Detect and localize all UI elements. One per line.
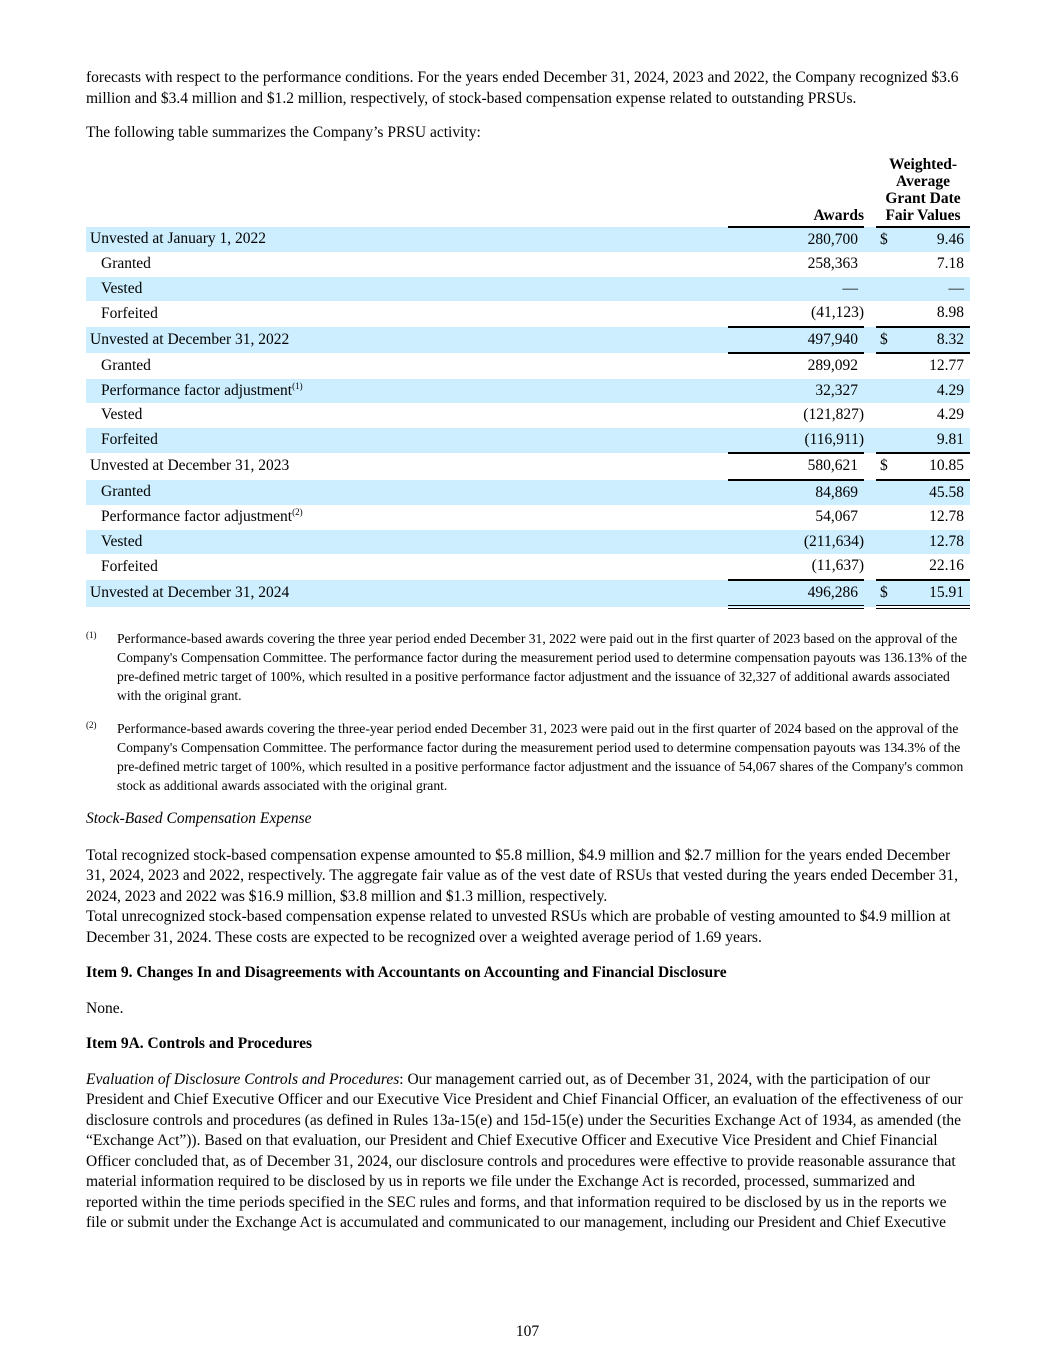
table-row-total: Unvested at December 31, 2024 496,286 $ 15.91 <box>86 580 970 608</box>
document-page <box>86 68 970 1234</box>
item9a-paragraph: Evaluation of Disclosure Controls and Procedures: Our management carried out, as of December 31, 2024, with the participation of our President and Chief Executive Officer and our Executive Vice President and Chief Financial Officer, an evaluation of the effectiveness of our disclosure controls and procedures (as defined in Rules 13a-15(e) and 15d-15(e) under the Securities Exchange Act of 1934, as amended (the “Exchange Act”)). Based on that evaluation, our President and Chief Executive Officer and Executive Vice President and Chief Financial Officer concluded that, as of December 31, 2024, our disclosure controls and procedures were effective to provide reasonable assurance that material information required to be disclosed by us in reports we file under the Exchange Act is recorded, processed, summarized and reported within the time periods specified in the SEC rules and forms, and that information required to be disclosed by us in the reports we file or submit under the Exchange Act is accumulated and communicated to our management, including our President and Chief Executive <box>86 1070 963 1231</box>
item9-body: None. <box>86 999 124 1017</box>
table-row: Vested — — <box>86 277 970 302</box>
table-caption: The following table summarizes the Company’s PRSU activity: <box>86 124 481 141</box>
sbc-paragraph-2: Total unrecognized stock-based compensation expense related to unvested RSUs which are probable of vesting amounted to $4.9 million at December 31, 2024. These costs are expected to be recognized over a weighted average period of 1.69 years. <box>86 908 951 946</box>
table-row: Unvested at December 31, 2023 580,621 $ 10.85 <box>86 453 970 480</box>
table-row: Granted 258,363 7.18 <box>101 255 964 272</box>
table-row: Unvested at January 1, 2022 280,700 $ 9.46 <box>86 227 970 253</box>
header-fair-values: Weighted- Average Grant Date Fair Values <box>876 156 970 227</box>
table-row: Performance factor adjustment$^{(1)}$ 32,327 4.29 <box>86 379 970 404</box>
item9-heading: Item 9. Changes In and Disagreements with Accountants on Accounting and Financial Disclosure <box>86 964 727 981</box>
table-row: Forfeited (41,123) 8.98 <box>101 304 964 322</box>
table-row: Granted 84,869 45.58 <box>86 480 970 506</box>
footnote-2: (2) Performance-based awards covering the three-year period ended December 31, 2023 were paid out in the first quarter of 2024 based on the approval of the Company's Compensation Committee. The performance factor during the measurement period used to determine compensation payouts was 134.3% of the pre-defined metric target of 100%, which resulted in a positive performance factor adjustment and the issuance of 54,067 shares of the Company's common stock as additional awards associated with the original grant. <box>86 720 964 793</box>
table-row: Forfeited (116,911) 9.81 <box>86 428 970 454</box>
table-header-row <box>86 156 970 227</box>
page-number: 107 <box>515 1323 540 1340</box>
sbc-section-title: Stock-Based Compensation Expense <box>86 810 312 827</box>
table-row: Forfeited (11,637) 22.16 <box>101 557 964 575</box>
footnote-ref: (1) <box>292 380 303 391</box>
item9a-lead: Evaluation of Disclosure Controls and Procedures <box>86 1070 400 1088</box>
item9a-heading: Item 9A. Controls and Procedures <box>86 1035 313 1052</box>
prsu-activity-table <box>86 156 970 610</box>
table-row: Vested (121,827) 4.29 <box>101 406 964 423</box>
footnote-1: (1) Performance-based awards covering the three year period ended December 31, 2022 were paid out in the first quarter of 2023 based on the approval of the Company's Compensation Committee. The performance factor during the measurement period used to determine compensation payouts was 136.13% of the pre-defined metric target of 100%, which resulted in a positive performance factor adjustment and the issuance of 32,327 of additional awards associated with the original grant. <box>86 630 968 703</box>
intro-paragraph: forecasts with respect to the performance conditions. For the years ended December 31, 2024, 2023 and 2022, the Company recognized $3.6 million and $3.4 million and $1.2 million, respectively, of stock-based compensation expense related to outstanding PRSUs. <box>86 69 959 107</box>
footnote-ref: (2) <box>292 506 303 517</box>
footnotes <box>86 629 970 795</box>
header-awards: Awards <box>728 156 864 227</box>
table-row: Unvested at December 31, 2022 497,940 $ 8.32 <box>86 327 970 354</box>
sbc-paragraph-1: Total recognized stock-based compensation expense amounted to $5.8 million, $4.9 million and $2.7 million for the years ended December 31, 2024, 2023 and 2022, respectively. The aggregate fair value as of the vest date of RSUs that vested during the years ended December 31, 2024, 2023 and 2022 was $16.9 million, $3.8 million and $1.3 million, respectively. <box>86 846 959 905</box>
table-row: Performance factor adjustment$^{(2)}$ 54,067 12.78 <box>101 506 964 525</box>
table-row: Granted 289,092 12.77 <box>86 353 970 379</box>
table-row: Vested (211,634) 12.78 <box>86 530 970 555</box>
